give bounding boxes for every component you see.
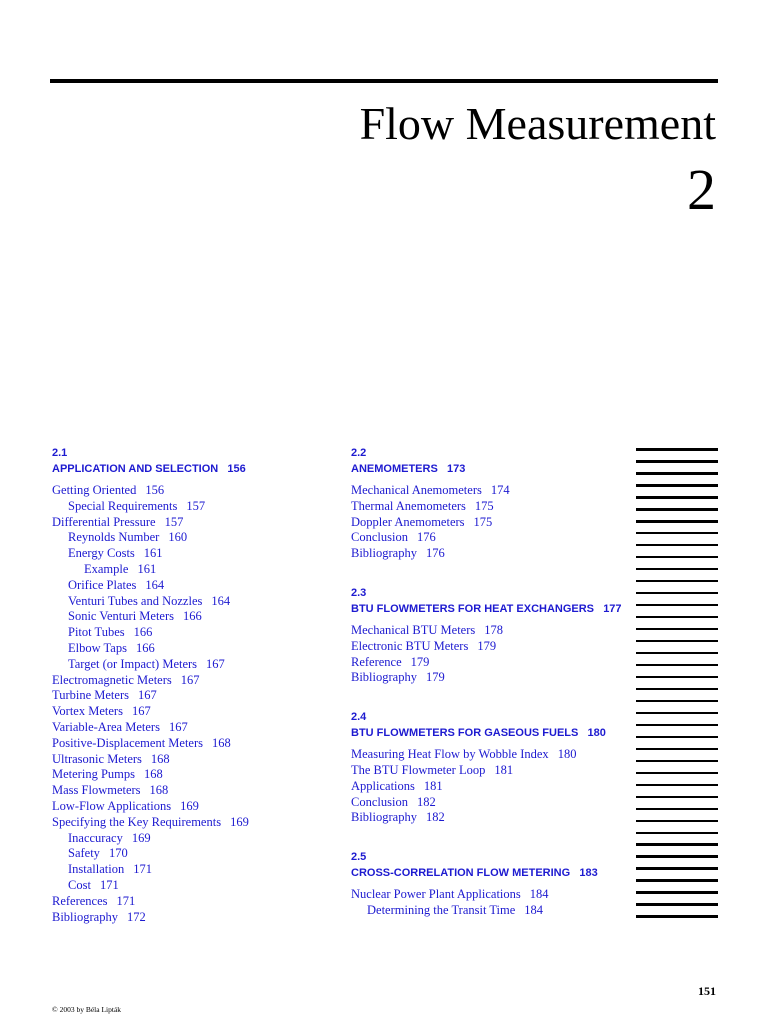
toc-entry-label: Orifice Plates xyxy=(68,577,137,592)
toc-entry-page: 172 xyxy=(126,909,146,924)
thumb-index-bar xyxy=(636,855,718,858)
toc-entry-link[interactable] xyxy=(52,910,332,926)
toc-entry-link[interactable] xyxy=(52,736,332,752)
toc-entry-link[interactable] xyxy=(351,515,631,531)
toc-entry-page: 160 xyxy=(168,530,188,545)
toc-section xyxy=(351,709,631,826)
thumb-index-bar xyxy=(636,832,718,835)
thumb-index-bar xyxy=(636,532,718,535)
thumb-index-bar xyxy=(636,592,718,595)
section-title: ANEMOMETERS xyxy=(351,463,438,475)
toc-list xyxy=(351,887,631,919)
top-rule xyxy=(50,79,718,83)
thumb-index-bar xyxy=(636,688,718,691)
toc-entry-link[interactable] xyxy=(351,499,631,515)
toc-entry-link[interactable] xyxy=(351,763,631,779)
toc-entry-link[interactable] xyxy=(351,623,631,639)
thumb-index-bar xyxy=(636,676,718,679)
section-page: 177 xyxy=(603,602,622,615)
toc-entry-label: Bibliography xyxy=(351,670,417,685)
toc-entry-page: 161 xyxy=(143,546,163,561)
toc-entry-link[interactable] xyxy=(351,779,631,795)
toc-entry-link[interactable] xyxy=(52,704,332,720)
toc-entry-page: 184 xyxy=(529,887,549,902)
toc-entry-link[interactable] xyxy=(52,767,332,783)
toc-list xyxy=(351,623,631,686)
toc-entry-link[interactable] xyxy=(52,546,332,562)
toc-section xyxy=(351,585,631,686)
toc-entry-label: Target (or Impact) Meters xyxy=(68,656,198,671)
thumb-index-bar xyxy=(636,556,718,559)
toc-entry-link[interactable] xyxy=(52,799,332,815)
thumb-index-bar xyxy=(636,760,718,763)
section-number[interactable]: 2.5 xyxy=(351,851,367,864)
toc-section xyxy=(52,445,332,925)
toc-section xyxy=(351,445,631,562)
toc-entry-label: Inaccuracy xyxy=(68,830,123,845)
thumb-index-bar xyxy=(636,484,718,487)
toc-entry-page: 179 xyxy=(425,670,445,685)
toc-entry-page: 175 xyxy=(473,514,493,529)
toc-column-right xyxy=(351,445,631,942)
thumb-index-bar xyxy=(636,891,718,894)
toc-entry-label: Elbow Taps xyxy=(68,640,127,655)
toc-entry-label: Low-Flow Applications xyxy=(52,798,172,813)
thumb-index-bar xyxy=(636,748,718,751)
toc-entry-link[interactable] xyxy=(351,903,631,919)
thumb-index-bar xyxy=(636,796,718,799)
toc-list xyxy=(351,747,631,826)
toc-entry-page: 167 xyxy=(137,688,157,703)
toc-entry-link[interactable] xyxy=(52,483,332,499)
toc-entry-label: Reference xyxy=(351,654,402,669)
thumb-index-bar xyxy=(636,472,718,475)
section-page: 156 xyxy=(227,463,246,475)
toc-entry-link[interactable] xyxy=(52,894,332,910)
section-number[interactable]: 2.1 xyxy=(52,447,68,459)
toc-entry-page: 181 xyxy=(423,778,443,793)
toc-entry-page: 168 xyxy=(150,751,170,766)
thumb-index-bar xyxy=(636,616,718,619)
toc-entry-page: 169 xyxy=(230,814,249,829)
toc-entry-page: 166 xyxy=(133,625,153,640)
toc-entry-label: Mechanical BTU Meters xyxy=(351,622,476,637)
toc-column-left xyxy=(52,445,332,948)
thumb-index-bar xyxy=(636,580,718,583)
toc-entry-link[interactable] xyxy=(52,641,332,657)
section-title: APPLICATION AND SELECTION xyxy=(52,463,219,475)
toc-entry-link[interactable] xyxy=(52,578,332,594)
section-title: CROSS-CORRELATION FLOW METERING xyxy=(351,867,571,880)
toc-list xyxy=(351,483,631,562)
toc-entry-label: Cost xyxy=(68,877,91,892)
toc-entry-page: 176 xyxy=(425,546,445,561)
thumb-index-bar xyxy=(636,772,718,775)
thumb-index-bar xyxy=(636,604,718,607)
toc-entry-link[interactable] xyxy=(351,546,631,562)
thumb-index-bar xyxy=(636,712,718,715)
toc-entry-page: 180 xyxy=(557,747,577,762)
thumb-index-bar xyxy=(636,508,718,511)
toc-entry-label: Determining the Transit Time xyxy=(367,902,516,917)
toc-entry-link[interactable] xyxy=(52,831,332,847)
toc-entry-link[interactable] xyxy=(52,752,332,768)
toc-entry-label: Variable-Area Meters xyxy=(52,719,160,734)
toc-entry-page: 167 xyxy=(180,672,200,687)
thumb-index-bar xyxy=(636,520,718,523)
toc-entry-label: Installation xyxy=(68,862,125,877)
toc-entry-page: 168 xyxy=(149,783,169,798)
thumb-index-bar xyxy=(636,784,718,787)
toc-entry-page: 179 xyxy=(477,638,497,653)
thumb-index-bar xyxy=(636,879,718,882)
toc-entry-page: 181 xyxy=(494,762,514,777)
thumb-index-bar xyxy=(636,867,718,870)
toc-entry-label: Reynolds Number xyxy=(68,530,160,545)
toc-entry-label: Sonic Venturi Meters xyxy=(68,609,175,624)
toc-entry-link[interactable] xyxy=(351,795,631,811)
thumb-index-bar xyxy=(636,820,718,823)
toc-entry-label: Venturi Tubes and Nozzles xyxy=(68,593,203,608)
toc-entry-link[interactable] xyxy=(52,530,332,546)
toc-entry-link[interactable] xyxy=(52,562,332,578)
toc-entry-page: 176 xyxy=(416,530,436,545)
toc-entry-label: Electromagnetic Meters xyxy=(52,672,172,687)
toc-entry-label: Metering Pumps xyxy=(52,767,135,782)
toc-entry-label: Differential Pressure xyxy=(52,514,156,529)
toc-entry-label: Bibliography xyxy=(351,810,417,825)
thumb-index-bar xyxy=(636,736,718,739)
thumb-index-bar xyxy=(636,664,718,667)
section-title: BTU FLOWMETERS FOR GASEOUS FUELS xyxy=(351,727,579,740)
thumb-index-bar xyxy=(636,460,718,463)
toc-entry-page: 184 xyxy=(524,902,544,917)
toc-entry-link[interactable] xyxy=(52,815,332,831)
section-number[interactable]: 2.3 xyxy=(351,586,367,599)
toc-entry-label: Safety xyxy=(68,846,100,861)
toc-entry-link[interactable] xyxy=(52,673,332,689)
toc-entry-label: Getting Oriented xyxy=(52,483,137,497)
toc-entry-label: Example xyxy=(84,561,129,576)
section-page: 183 xyxy=(579,867,598,880)
toc-entry-link[interactable] xyxy=(52,657,332,673)
toc-entry-label: Ultrasonic Meters xyxy=(52,751,142,766)
toc-entry-page: 169 xyxy=(131,830,151,845)
toc-entry-link[interactable] xyxy=(351,670,631,686)
toc-entry-link[interactable] xyxy=(52,720,332,736)
chapter-number: 2 xyxy=(687,157,716,222)
toc-entry-link[interactable] xyxy=(351,810,631,826)
toc-entry-label: Positive-Displacement Meters xyxy=(52,735,204,750)
section-title-link[interactable] xyxy=(52,461,332,477)
toc-entry-label: Conclusion xyxy=(351,530,408,545)
section-page: 173 xyxy=(446,463,466,475)
toc-entry-label: Electronic BTU Meters xyxy=(351,638,469,653)
toc-entry-page: 167 xyxy=(206,656,225,671)
section-number[interactable]: 2.4 xyxy=(351,711,367,724)
toc-entry-label: Nuclear Power Plant Applications xyxy=(351,887,521,902)
section-title: BTU FLOWMETERS FOR HEAT EXCHANGERS xyxy=(351,602,595,615)
toc-entry-page: 167 xyxy=(131,704,151,719)
toc-entry-page: 161 xyxy=(137,561,157,576)
toc-entry-page: 164 xyxy=(145,577,165,592)
toc-entry-label: Bibliography xyxy=(52,909,118,924)
toc-entry-page: 157 xyxy=(186,498,206,513)
toc-entry-page: 168 xyxy=(212,735,231,750)
copyright-notice: © 2003 by Béla Lipták xyxy=(52,1005,122,1014)
toc-entry-page: 171 xyxy=(133,862,152,877)
toc-entry-page: 182 xyxy=(425,810,445,825)
thumb-index-bar xyxy=(636,448,718,451)
toc-entry-page: 175 xyxy=(474,498,494,513)
thumb-index-bar xyxy=(636,568,718,571)
thumb-index-tabs xyxy=(636,448,718,927)
toc-entry-link[interactable] xyxy=(52,594,332,610)
thumb-index-bar xyxy=(636,843,718,846)
toc-entry-link[interactable] xyxy=(52,846,332,862)
toc-entry-label: Bibliography xyxy=(351,546,417,561)
toc-entry-label: Thermal Anemometers xyxy=(351,498,466,513)
toc-entry-page: 168 xyxy=(143,767,163,782)
thumb-index-bar xyxy=(636,544,718,547)
toc-entry-link[interactable] xyxy=(52,499,332,515)
toc-entry-link[interactable] xyxy=(351,887,631,903)
toc-entry-link[interactable] xyxy=(52,862,332,878)
toc-entry-link[interactable] xyxy=(351,530,631,546)
toc-entry-link[interactable] xyxy=(351,639,631,655)
toc-entry-page: 156 xyxy=(145,483,165,497)
thumb-index-bar xyxy=(636,640,718,643)
toc-entry-page: 171 xyxy=(116,893,136,908)
toc-entry-label: Mass Flowmeters xyxy=(52,783,141,798)
section-title-link[interactable] xyxy=(351,725,631,741)
section-number[interactable]: 2.2 xyxy=(351,447,367,459)
thumb-index-bar xyxy=(636,700,718,703)
chapter-title: Flow Measurement xyxy=(359,98,716,149)
section-title-link[interactable] xyxy=(351,865,631,881)
toc-entry-label: Doppler Anemometers xyxy=(351,514,465,529)
toc-entry-link[interactable] xyxy=(52,625,332,641)
toc-section xyxy=(351,849,631,919)
toc-entry-label: Pitot Tubes xyxy=(68,625,125,640)
thumb-index-bar xyxy=(636,903,718,906)
thumb-index-bar xyxy=(636,652,718,655)
toc-entry-link[interactable] xyxy=(351,655,631,671)
toc-entry-label: Conclusion xyxy=(351,794,408,809)
toc-entry-page: 166 xyxy=(183,609,202,624)
toc-entry-link[interactable] xyxy=(52,878,332,894)
toc-entry-label: Turbine Meters xyxy=(52,688,129,703)
section-page: 180 xyxy=(587,727,606,740)
toc-entry-label: Vortex Meters xyxy=(52,704,123,719)
toc-entry-page: 157 xyxy=(164,514,184,529)
toc-entry-page: 179 xyxy=(410,654,430,669)
thumb-index-bar xyxy=(636,628,718,631)
toc-entry-label: Energy Costs xyxy=(68,546,135,561)
thumb-index-bar xyxy=(636,808,718,811)
toc-entry-page: 174 xyxy=(490,483,510,497)
toc-entry-label: Special Requirements xyxy=(68,498,178,513)
toc-entry-link[interactable] xyxy=(351,483,631,499)
toc-entry-link[interactable] xyxy=(52,515,332,531)
thumb-index-bar xyxy=(636,724,718,727)
toc-entry-label: Specifying the Key Requirements xyxy=(52,814,222,829)
toc-entry-label: Measuring Heat Flow by Wobble Index xyxy=(351,747,549,762)
page-number: 151 xyxy=(698,984,716,998)
section-title-link[interactable] xyxy=(351,601,631,617)
toc-list xyxy=(52,483,332,925)
toc-entry-link[interactable] xyxy=(52,688,332,704)
toc-entry-link[interactable] xyxy=(351,747,631,763)
toc-entry-link[interactable] xyxy=(52,609,332,625)
section-title-link[interactable] xyxy=(351,461,631,477)
thumb-index-bar xyxy=(636,915,718,918)
toc-entry-page: 169 xyxy=(180,798,199,813)
toc-entry-page: 166 xyxy=(135,640,155,655)
toc-entry-page: 171 xyxy=(99,877,119,892)
thumb-index-bar xyxy=(636,496,718,499)
toc-entry-link[interactable] xyxy=(52,783,332,799)
toc-entry-page: 164 xyxy=(211,593,231,608)
toc-entry-label: Applications xyxy=(351,778,415,793)
toc-entry-page: 170 xyxy=(108,846,128,861)
toc-entry-label: Mechanical Anemometers xyxy=(351,483,482,497)
toc-entry-label: References xyxy=(52,893,108,908)
toc-entry-page: 178 xyxy=(484,622,504,637)
toc-entry-page: 182 xyxy=(416,794,436,809)
toc-entry-page: 167 xyxy=(168,719,188,734)
toc-entry-label: The BTU Flowmeter Loop xyxy=(351,762,486,777)
